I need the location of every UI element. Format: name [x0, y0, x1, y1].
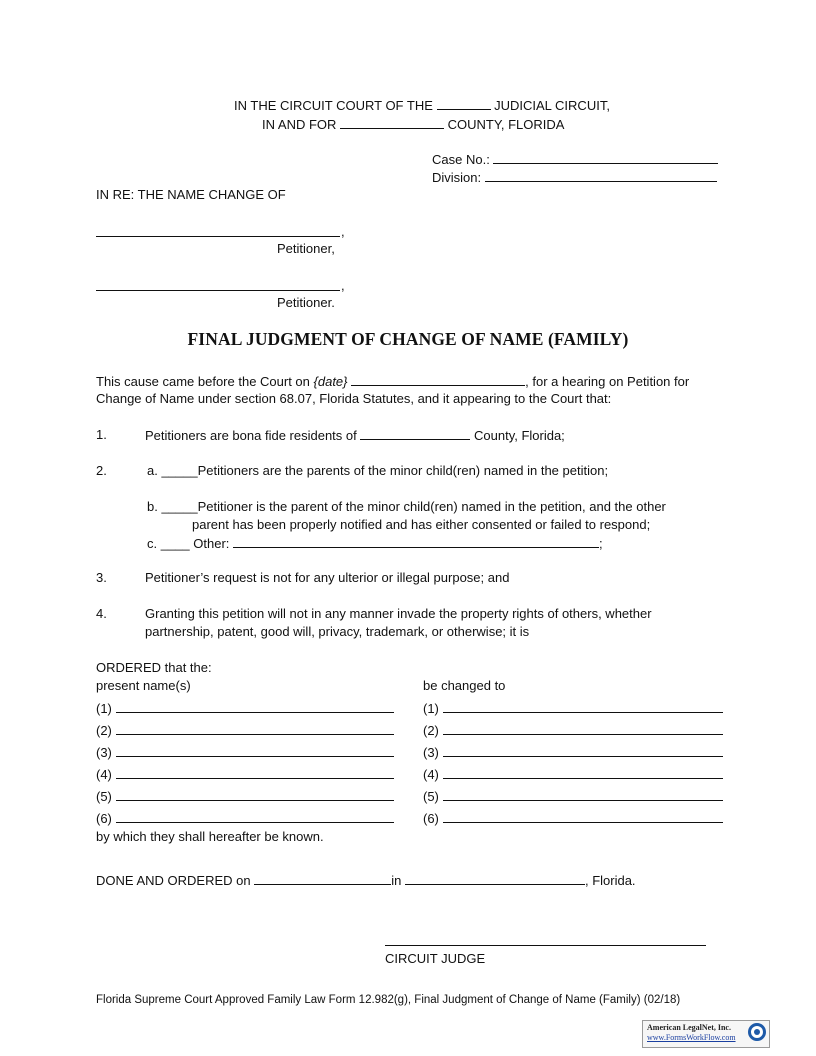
date-placeholder: {date}: [313, 374, 348, 389]
hearing-date-field[interactable]: [351, 373, 525, 386]
changed-name-field[interactable]: [443, 810, 723, 823]
order-date-field[interactable]: [254, 872, 391, 885]
finding-4-line-2: partnership, patent, good will, privacy, trademark, or otherwise; it is: [145, 624, 530, 639]
present-name-number: (3): [96, 745, 112, 760]
division-row: Division:: [432, 169, 717, 186]
finding-2b-line-1[interactable]: b. _____Petitioner is the parent of the minor child(ren) named in the petition, and the other: [147, 499, 666, 514]
finding-2a[interactable]: a. _____Petitioners are the parents of the minor child(ren) named in the petition;: [147, 463, 609, 478]
petitioner-2-name-field[interactable]: [96, 282, 340, 291]
changed-name-field[interactable]: [443, 722, 723, 735]
changed-name-field[interactable]: [443, 766, 723, 779]
present-name-field[interactable]: [116, 810, 394, 823]
form-citation: Florida Supreme Court Approved Family Law Form 12.982(g), Final Judgment of Change of Name (Family) (02/18): [96, 994, 681, 1006]
changed-name-row: [423, 744, 723, 761]
changed-name-number: (3): [423, 745, 439, 760]
present-name-field[interactable]: [116, 766, 394, 779]
changed-name-number: (4): [423, 767, 439, 782]
circuit-judge-label: CIRCUIT JUDGE: [385, 951, 486, 966]
present-name-row: [96, 810, 394, 827]
document-title: FINAL JUDGMENT OF CHANGE OF NAME (FAMILY): [187, 329, 629, 349]
petitioner-1-label: Petitioner,: [277, 241, 335, 256]
done-and-ordered-line: DONE AND ORDERED on in , Florida.: [96, 873, 636, 888]
present-name-number: (2): [96, 723, 112, 738]
court-line-2: IN AND FOR COUNTY, FLORIDA: [262, 117, 565, 132]
order-location-field[interactable]: [405, 872, 585, 885]
present-name-row: [96, 722, 394, 739]
changed-name-number: (6): [423, 811, 439, 826]
in-re-label: IN RE: THE NAME CHANGE OF: [96, 187, 286, 202]
present-name-row: [96, 788, 394, 805]
residence-county-field[interactable]: [360, 427, 470, 440]
american-legalnet-logo[interactable]: [642, 1020, 770, 1048]
court-line-1: IN THE CIRCUIT COURT OF THE JUDICIAL CIRCUIT,: [234, 98, 610, 113]
finding-1: Petitioners are bona fide residents of County, Florida;: [145, 428, 565, 443]
present-names-label: present name(s): [96, 678, 191, 693]
logo-globe-icon: [748, 1023, 766, 1041]
finding-3: Petitioner’s request is not for any ulterior or illegal purpose; and: [145, 570, 510, 585]
changed-name-field[interactable]: [443, 788, 723, 801]
finding-4-line-1: Granting this petition will not in any manner invade the property rights of others, whether: [145, 606, 652, 621]
changed-name-row: [423, 810, 723, 827]
logo-website-link[interactable]: www.FormsWorkFlow.com: [647, 1033, 736, 1042]
changed-name-number: (2): [423, 723, 439, 738]
division-field[interactable]: [485, 169, 717, 182]
changed-to-label: be changed to: [423, 678, 506, 693]
other-field[interactable]: [233, 535, 599, 548]
ordered-label: ORDERED that the:: [96, 660, 212, 675]
changed-name-row: [423, 700, 723, 717]
present-name-row: [96, 766, 394, 783]
present-name-row: [96, 744, 394, 761]
finding-2c: c. ____ Other: ;: [147, 536, 603, 551]
petitioner-1-name-field[interactable]: [96, 228, 340, 237]
changed-name-row: [423, 788, 723, 805]
changed-name-row: [423, 766, 723, 783]
judge-signature-line[interactable]: [385, 933, 706, 946]
present-name-number: (5): [96, 789, 112, 804]
changed-name-row: [423, 722, 723, 739]
changed-name-number: (5): [423, 789, 439, 804]
present-name-row: [96, 700, 394, 717]
finding-2b-line-2: parent has been properly notified and has either consented or failed to respond;: [192, 517, 651, 532]
intro-line-2: Change of Name under section 68.07, Florida Statutes, and it appearing to the Court that:: [96, 391, 612, 406]
logo-company-name: American LegalNet, Inc.: [647, 1023, 731, 1032]
changed-name-field[interactable]: [443, 700, 723, 713]
petitioner-2-label: Petitioner.: [277, 295, 335, 310]
present-name-field[interactable]: [116, 722, 394, 735]
finding-3-number: 3.: [96, 570, 107, 585]
changed-name-number: (1): [423, 701, 439, 716]
case-number-row: Case No.:: [432, 151, 718, 168]
case-number-field[interactable]: [493, 151, 718, 164]
present-name-number: (4): [96, 767, 112, 782]
present-name-number: (6): [96, 811, 112, 826]
closing-line: by which they shall hereafter be known.: [96, 829, 324, 844]
present-name-field[interactable]: [116, 744, 394, 757]
circuit-number-blank[interactable]: [437, 97, 491, 110]
present-name-field[interactable]: [116, 700, 394, 713]
finding-2-number: 2.: [96, 463, 107, 478]
changed-name-field[interactable]: [443, 744, 723, 757]
finding-1-number: 1.: [96, 427, 107, 442]
present-name-field[interactable]: [116, 788, 394, 801]
present-name-number: (1): [96, 701, 112, 716]
county-blank[interactable]: [340, 116, 444, 129]
finding-4-number: 4.: [96, 606, 107, 621]
intro-line-1: This cause came before the Court on {date} , for a hearing on Petition for: [96, 374, 690, 389]
